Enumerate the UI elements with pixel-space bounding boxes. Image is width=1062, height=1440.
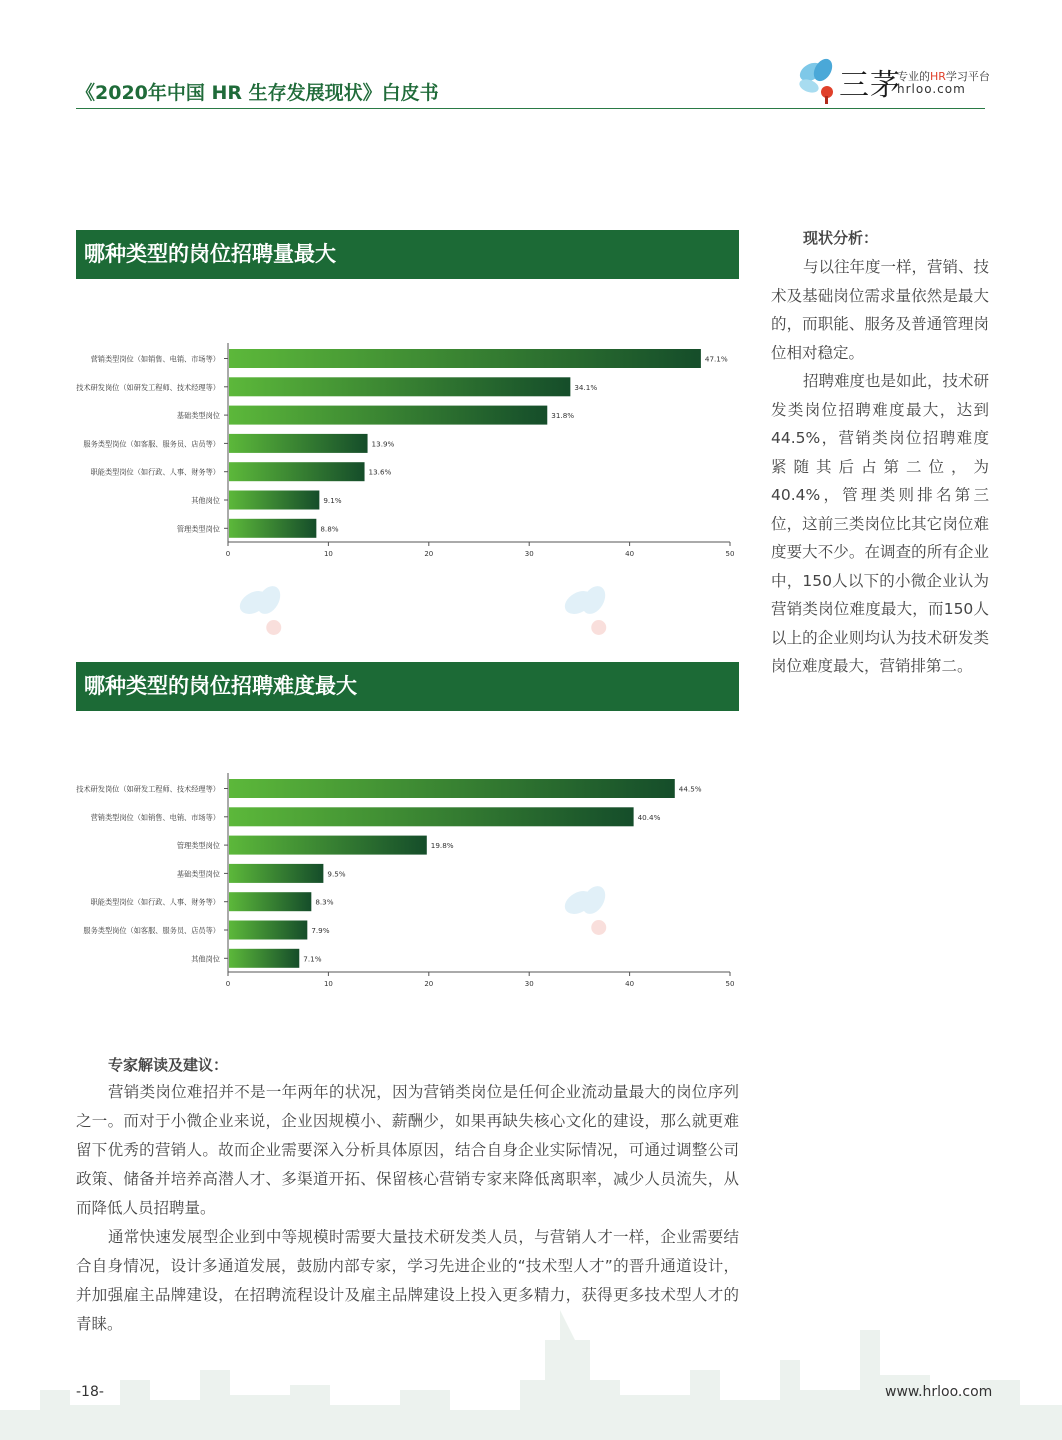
category-label: 管理类型岗位 <box>176 524 220 534</box>
bar <box>229 921 307 940</box>
bar <box>229 491 319 510</box>
bar <box>229 892 311 911</box>
data-label: 13.9% <box>371 439 395 449</box>
category-label: 营销类型岗位（如销售、电销、市场等） <box>90 812 220 822</box>
category-label: 服务类型岗位（如客服、服务员、店员等） <box>83 926 220 935</box>
page-number: -18- <box>76 1384 104 1400</box>
brand-logo <box>797 58 997 108</box>
watermark-dragonfly-icon <box>555 585 625 645</box>
x-tick-label: 20 <box>424 550 434 558</box>
bar <box>229 807 634 826</box>
category-label: 营销类型岗位（如销售、电销、市场等） <box>90 354 220 364</box>
x-tick-label: 30 <box>524 980 534 988</box>
data-label: 47.1% <box>704 354 728 364</box>
data-label: 9.1% <box>323 496 342 505</box>
header-divider <box>76 108 985 109</box>
category-label: 技术研发岗位（如研发工程师、技术经理等） <box>76 784 220 794</box>
x-tick-label: 0 <box>225 980 231 988</box>
analysis-paragraph: 招聘难度也是如此，技术研发类岗位招聘难度最大，达到44.5%，营销类岗位招聘难度紧随其后占第二位，为40.4%，管理类则排名第三位，这前三类岗位比其它岗位难度要大不少。在调查的所有企业中，150人以下的小微企业认为营销类岗位难度最大，而150人以上的企业则均认为技术研发类岗位难度最大，营销排第二。 <box>771 372 990 675</box>
chart-recruitment-difficulty <box>76 765 746 1000</box>
data-label: 8.8% <box>320 524 339 534</box>
bar-chart-svg <box>76 765 746 1000</box>
category-label: 基础类型岗位 <box>176 411 220 421</box>
expert-section <box>76 1052 739 1339</box>
category-label: 职能类型岗位（如行政、人事、财务等） <box>90 467 220 477</box>
x-tick-label: 20 <box>424 980 434 988</box>
expert-paragraph: 营销类岗位难招并不是一年两年的状况，因为营销类岗位是任何企业流动量最大的岗位序列之一。而对于小微企业来说，企业因规模小、薪酬少，如果再缺失核心文化的建设，那么就更难留下优秀的营销人。故而企业需要深入分析具体原因，结合自身企业实际情况，可通过调整公司政策、储备并培养高潜人才、多渠道开拓、保留核心营销专家来降低离职率，减少人员流失，从而降低人员招聘量。 <box>76 1083 739 1217</box>
expert-heading: 专家解读及建议： <box>108 1056 229 1074</box>
bar <box>229 349 701 368</box>
bar <box>229 377 570 396</box>
bar <box>229 779 675 798</box>
category-label: 其他岗位 <box>191 496 220 505</box>
x-tick-label: 40 <box>625 980 635 988</box>
logo-tagline: 专业的HR学习平台 <box>897 70 990 83</box>
category-label: 职能类型岗位（如行政、人事、财务等） <box>90 897 220 907</box>
city-skyline-decoration <box>0 1310 1062 1440</box>
data-label: 8.3% <box>315 897 334 907</box>
bar <box>229 949 299 968</box>
analysis-paragraph: 与以往年度一样，营销、技术及基础岗位需求量依然是最大的，而职能、服务及普通管理岗位相对稳定。 <box>771 258 990 362</box>
bar <box>229 462 365 481</box>
data-label: 7.9% <box>311 926 330 935</box>
data-label: 40.4% <box>637 812 661 822</box>
x-tick-label: 50 <box>725 550 735 558</box>
category-label: 其他岗位 <box>191 954 220 964</box>
data-label: 31.8% <box>551 411 575 421</box>
bar <box>229 434 368 453</box>
watermark-dragonfly-icon <box>230 585 300 645</box>
logo-wordmark: 三茅 <box>839 68 901 103</box>
logo-url: hrloo.com <box>897 82 966 96</box>
data-label: 19.8% <box>430 841 454 851</box>
dragonfly-logo-icon <box>797 58 843 106</box>
analysis-heading: 现状分析： <box>803 229 879 247</box>
footer-url[interactable]: www.hrloo.com <box>885 1384 993 1400</box>
section-title-difficulty: 哪种类型的岗位招聘难度最大 <box>76 662 739 711</box>
bar <box>229 406 547 425</box>
analysis-panel <box>771 226 989 681</box>
chart-recruitment-volume <box>76 335 746 570</box>
x-tick-label: 30 <box>524 550 534 558</box>
category-label: 基础类型岗位 <box>176 869 220 879</box>
data-label: 13.6% <box>368 467 392 477</box>
category-label: 管理类型岗位 <box>176 841 220 851</box>
bar <box>229 836 427 855</box>
x-tick-label: 50 <box>725 980 735 988</box>
section-title-volume: 哪种类型的岗位招聘量最大 <box>76 230 739 279</box>
x-tick-label: 10 <box>323 980 333 988</box>
x-tick-label: 0 <box>225 550 231 558</box>
x-tick-label: 40 <box>625 550 635 558</box>
data-label: 44.5% <box>678 784 702 794</box>
data-label: 7.1% <box>303 954 322 964</box>
expert-paragraph: 通常快速发展型企业到中等规模时需要大量技术研发类人员，与营销人才一样，企业需要结合自身情况，设计多通道发展，鼓励内部专家，学习先进企业的“技术型人才”的晋升通道设计，并加强雇主品牌建设，在招聘流程设计及雇主品牌建设上投入更多精力，获得更多技术型人才的青睐。 <box>76 1228 739 1333</box>
x-tick-label: 10 <box>323 550 333 558</box>
category-label: 服务类型岗位（如客服、服务员、店员等） <box>83 439 220 449</box>
category-label: 技术研发岗位（如研发工程师、技术经理等） <box>76 382 220 392</box>
bar <box>229 864 323 883</box>
bar-chart-svg <box>76 335 746 570</box>
bar <box>229 519 316 538</box>
data-label: 9.5% <box>327 869 346 879</box>
document-title: 《2020年中国 HR 生存发展现状》白皮书 <box>76 82 439 104</box>
data-label: 34.1% <box>574 382 598 392</box>
